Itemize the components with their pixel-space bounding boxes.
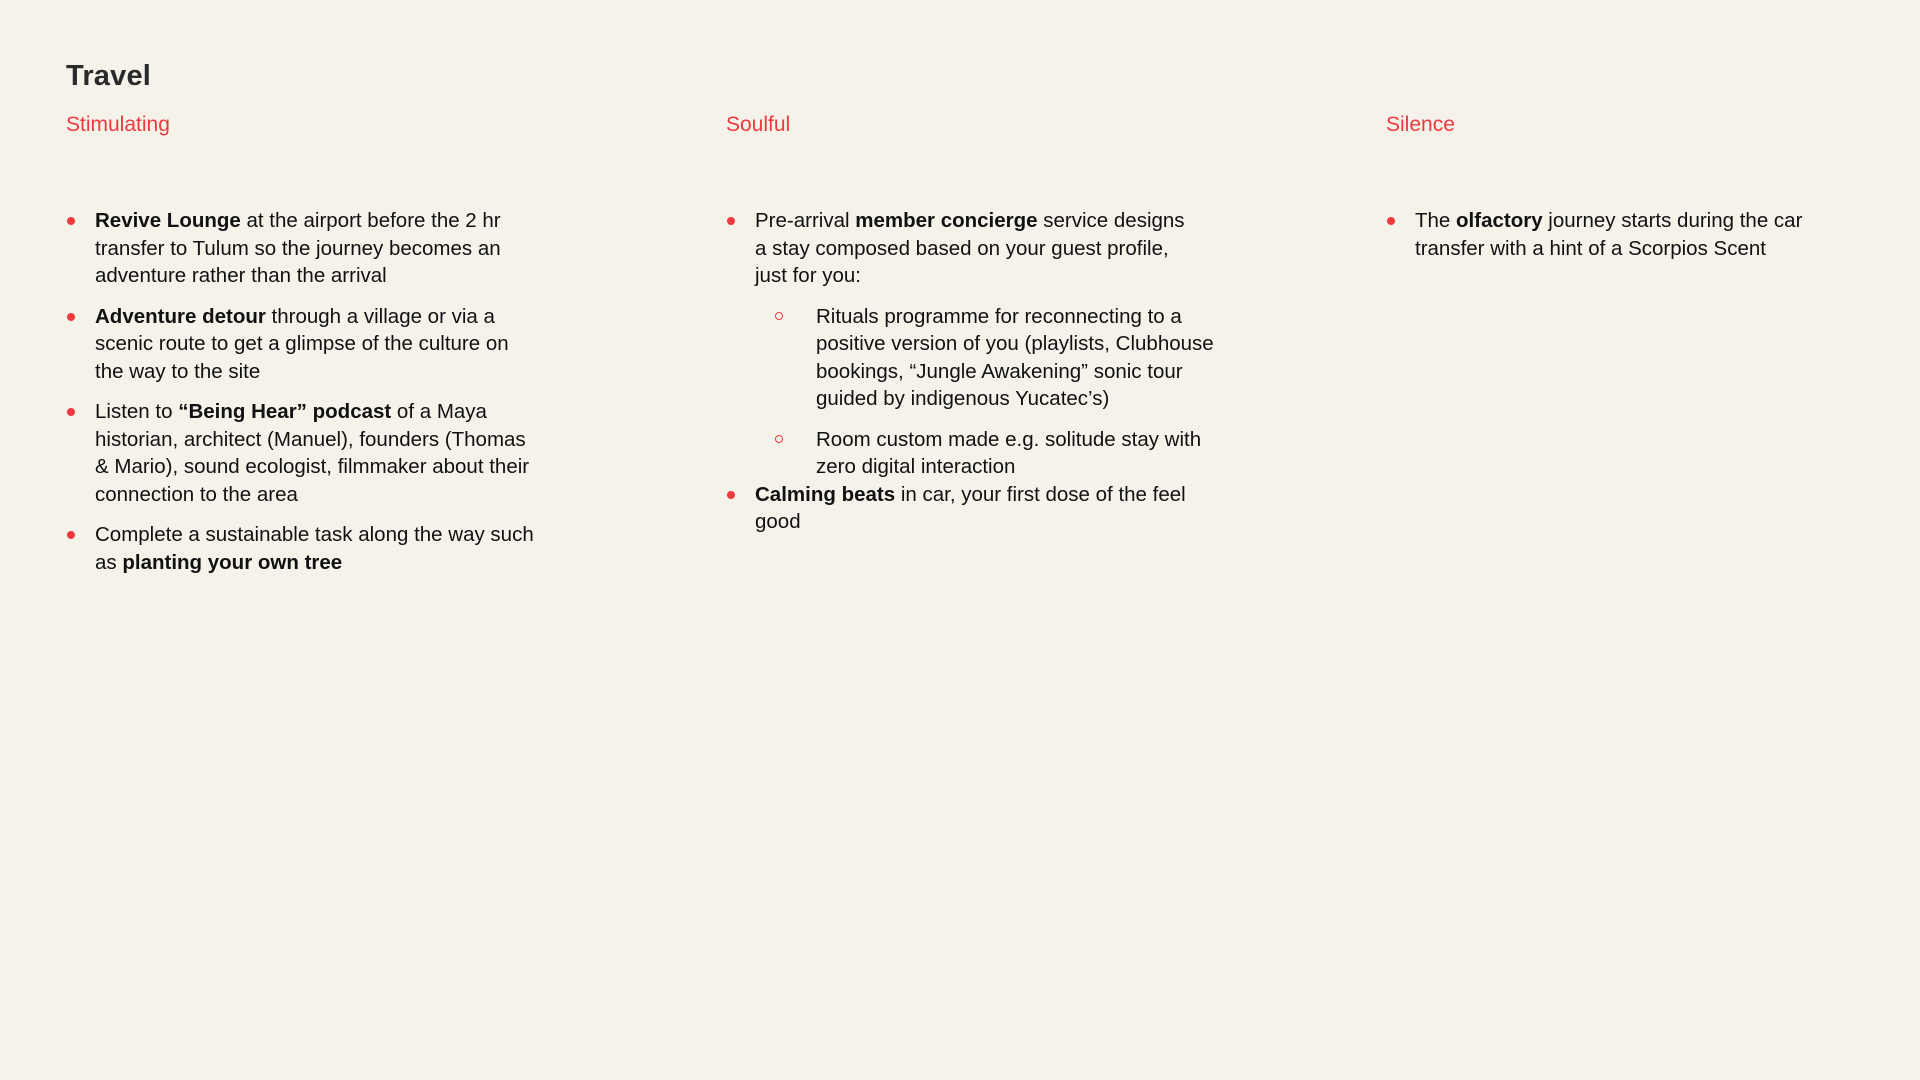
list-item bbox=[66, 521, 535, 576]
item-bold-text: planting your own tree bbox=[122, 550, 343, 574]
list-item bbox=[66, 207, 535, 290]
bullet-ring-icon bbox=[775, 312, 783, 320]
sub-bullet-list bbox=[755, 303, 1214, 481]
bullet-ring-icon bbox=[775, 435, 783, 443]
item-bold-text: Calming beats bbox=[755, 482, 896, 506]
item-bold-text: member concierge bbox=[855, 209, 1038, 232]
bullet-dot-icon bbox=[727, 217, 735, 225]
list-item bbox=[66, 303, 535, 386]
list-item bbox=[1386, 207, 1855, 262]
sub-list-item bbox=[755, 303, 1216, 413]
item-pre-text: Pre-arrival bbox=[755, 209, 856, 232]
item-pre-text: Listen to bbox=[95, 400, 179, 423]
item-text: in car, your first dose of the feel good bbox=[755, 482, 1186, 533]
column-soulful bbox=[726, 110, 1214, 533]
item-text: service designs a stay composed based on your guest profile, just for you: bbox=[755, 209, 1185, 287]
column-stimulating bbox=[66, 110, 546, 574]
column-heading: Stimulating bbox=[66, 113, 170, 136]
bullet-list bbox=[66, 207, 535, 589]
list-item bbox=[726, 481, 1195, 536]
column-silence bbox=[1386, 110, 1866, 260]
item-bold-text: olfactory bbox=[1456, 209, 1543, 232]
sub-list-item bbox=[755, 426, 1216, 481]
sub-item-text: Room custom made e.g. solitude stay with zero digital interaction bbox=[816, 427, 1202, 478]
bullet-list bbox=[726, 207, 1214, 549]
item-text: at the airport before the 2 hr transfer to Tulum so the journey becomes an adventure rather than the arrival bbox=[95, 209, 501, 287]
item-text: of a Maya historian, architect (Manuel), founders (Thomas & Mario), sound ecologist, filmmaker about their connection to the area bbox=[95, 400, 530, 506]
column-heading: Soulful bbox=[726, 113, 791, 136]
bullet-dot-icon bbox=[67, 408, 75, 416]
bullet-dot-icon bbox=[1387, 217, 1395, 225]
item-pre-text: The bbox=[1415, 209, 1457, 232]
bullet-list bbox=[1386, 207, 1855, 275]
page-title: Travel bbox=[66, 60, 152, 92]
bullet-dot-icon bbox=[67, 313, 75, 321]
item-bold-text: Adventure detour bbox=[95, 304, 266, 328]
bullet-dot-icon bbox=[727, 491, 735, 499]
item-pre-text: Complete a sustainable task along the way such as bbox=[95, 523, 534, 574]
bullet-dot-icon bbox=[67, 217, 75, 225]
column-heading: Silence bbox=[1386, 113, 1455, 136]
item-bold-text: “Being Hear” podcast bbox=[178, 400, 392, 423]
list-item bbox=[726, 207, 1214, 481]
bullet-dot-icon bbox=[67, 531, 75, 539]
list-item bbox=[66, 398, 535, 508]
item-text: journey starts during the car transfer with a hint of a Scorpios Scent bbox=[1415, 209, 1803, 260]
item-bold-text: Revive Lounge bbox=[95, 209, 241, 232]
sub-item-text: Rituals programme for reconnecting to a positive version of you (playlists, Clubhouse bookings, “Jungle Awakening” sonic tour guided by indigenous Yucatec’s) bbox=[816, 304, 1214, 410]
item-text: through a village or via a scenic route to get a glimpse of the culture on the way to the site bbox=[95, 304, 509, 383]
